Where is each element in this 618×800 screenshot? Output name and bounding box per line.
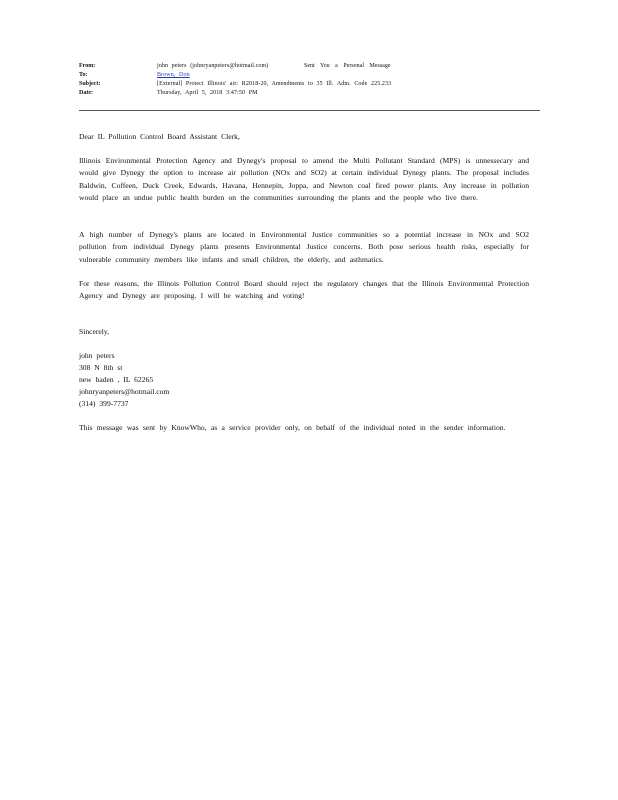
from-value: john peters (johnryanpeters@hotmail.com) xyxy=(157,63,269,69)
signature-email: johnryanpeters@hotmail.com xyxy=(79,387,170,396)
closing: Sincerely, xyxy=(79,327,110,336)
sent-note: Sent You a Personal Message xyxy=(304,63,391,69)
signature-phone: (314) 399-7737 xyxy=(79,399,129,408)
signature-street: 308 N 8th st xyxy=(79,363,123,372)
date-value: Thursday, April 5, 2018 3:47:50 PM xyxy=(157,90,258,96)
footer-note: This message was sent by KnowWho, as a service provider only, on behalf of the individual noted in the sender information. xyxy=(79,423,506,432)
from-label: From: xyxy=(79,63,96,69)
to-value-link[interactable]: Brown, Don xyxy=(157,72,190,78)
date-label: Date: xyxy=(79,90,93,96)
signature-city: new baden , IL 62265 xyxy=(79,375,154,384)
salutation: Dear IL Pollution Control Board Assistant Clerk, xyxy=(79,132,240,141)
paragraph-1: Illinois Environmental Protection Agency and Dynegy's proposal to amend the Multi Pollutant Standard (MPS) is unnessecary and would give Dynegy the option to increase air pollution (NOx and SO2) at certain individual Dynegy plants. The proposal includes Baldwin, Coffeen, Duck Creek, Edwards, Havana, Hennepin, Joppa, and Newton coal fired power plants. Any increase in pollution would place an undue public health burden on the communities surrounding the plants and the people who live there. xyxy=(79,156,529,202)
signature-name: john peters xyxy=(79,351,115,360)
subject-label: Subject: xyxy=(79,81,101,87)
subject-value: [External] Protect Illinois' air: R2018-20, Amendments to 35 Ill. Adm. Code 225.233 xyxy=(157,81,392,87)
paragraph-2: A high number of Dynegy's plants are located in Environmental Justice communities so a potential increase in NOx and SO2 pollution from individual Dynegy plants presents Environmental Justice concerns. Both pose serious health risks, especially for vulnerable community members like infants and small children, the elderly, and asthmatics. xyxy=(79,230,529,264)
header-divider xyxy=(79,110,540,111)
paragraph-3: For these reasons, the Illinois Pollution Control Board should reject the regulatory changes that the Illinois Environmental Protection Agency and Dynegy are proposing. I will be watching and voting! xyxy=(79,279,529,301)
to-label: To: xyxy=(79,72,88,78)
